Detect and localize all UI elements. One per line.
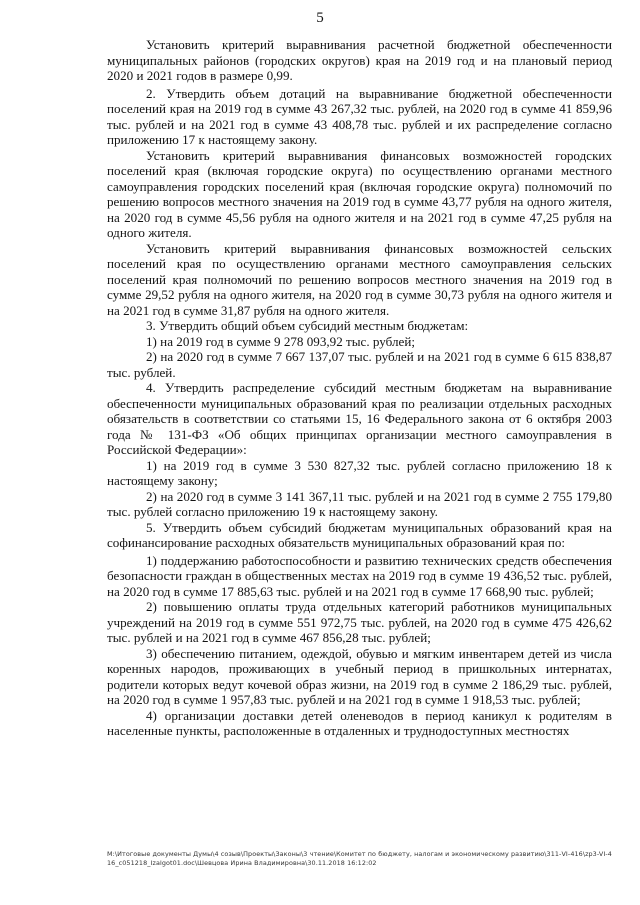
paragraph-4-item-1: 1) на 2019 год в сумме 3 530 827,32 тыс. рублей согласно приложению 18 к настоящему закону; xyxy=(107,457,612,488)
paragraph-equalization-criterion-districts: Установить критерий выравнивания расчетной бюджетной обеспеченности муниципальных районов (городских округов) края на 2019 год и на плановый период 2020 и 2021 годов в размере 0,99. xyxy=(107,37,612,83)
paragraph-2-subsidies-settlements: 2. Утвердить объем дотаций на выравнивание бюджетной обеспеченности поселений края на 2019 год в сумме 43 267,32 тыс. рублей, на 2020 год в сумме 41 859,96 тыс. рублей и на 2021 год в сумме 43 408,78 тыс. рублей и их распределение согласно приложению 17 к настоящему закону. xyxy=(107,85,612,147)
paragraph-5-item-4: 4) организации доставки детей оленеводов в период каникул к родителям в населенные пункты, расположенные в отдаленных и труднодоступных местностях xyxy=(107,707,612,738)
paragraph-3-total-subsidies: 3. Утвердить общий объем субсидий местным бюджетам: xyxy=(146,318,469,333)
file-path-footer: M:\Итоговые документы Думы\4 созыв\Проекты\Законы\3 чтение\Комитет по бюджету, налогам и экономическому развитию\311-VI-416\zp3-VI-416_с051218_Izalgot01.doc\Шевцова Ирина Владимировна\30.11.2018 16:12:02 xyxy=(107,850,612,867)
paragraph-4-distribution: 4. Утвердить распределение субсидий местным бюджетам на выравнивание обеспеченности муниципальных образований края по реализации отдельных расходных обязательств в соответствии со статьями 15, 16 Федерального закона от 6 октября 2003 года № 131-ФЗ «Об общих принципах организации местного самоуправления в Российской Федерации»: xyxy=(107,380,612,457)
paragraph-3-item-2: 2) на 2020 год в сумме 7 667 137,07 тыс. рублей и на 2021 год в сумме 6 615 838,87 тыс. рублей. xyxy=(107,349,612,380)
paragraph-5-item-3: 3) обеспечению питанием, одеждой, обувью и мягким инвентарем детей из числа коренных народов, проживающих в учебный период в пришкольных интернатах, родители которых ведут кочевой образ жизни, на 2019 год в сумме 2 186,29 тыс. рублей, на 2020 год в сумме 1 957,83 тыс. рублей и на 2021 год в сумме 1 918,53 тыс. рублей; xyxy=(107,645,612,707)
paragraph-criterion-urban-settlements: Установить критерий выравнивания финансовых возможностей городских поселений края (включая городские округа) по осуществлению органами местного самоуправления городских поселений края (включая городские округа) полномочий по решению вопросов местного значения на 2019 год в сумме 43,77 рубля на одного жителя, на 2020 год в сумме 45,56 рубля на одного жителя и на 2021 год в сумме 47,25 рубля на одного жителя. xyxy=(107,147,612,240)
page-number: 5 xyxy=(316,10,324,26)
paragraph-3-item-1: 1) на 2019 год в сумме 9 278 093,92 тыс. рублей; xyxy=(146,333,415,349)
paragraph-4-item-2: 2) на 2020 год в сумме 3 141 367,11 тыс. рублей и на 2021 год в сумме 2 755 179,80 тыс. рублей согласно приложению 19 к настоящему закону. xyxy=(107,488,612,519)
paragraph-5-item-1: 1) поддержанию работоспособности и развитию технических средств обеспечения безопасности граждан в общественных местах на 2019 год в сумме 19 436,52 тыс. рублей, на 2020 год в сумме 17 885,63 тыс. рублей и на 2021 год в сумме 17 668,90 тыс. рублей; xyxy=(107,552,612,599)
paragraph-5-item-2: 2) повышению оплаты труда отдельных категорий работников муниципальных учреждений на 2019 год в сумме 551 972,75 тыс. рублей, на 2020 год в сумме 475 426,62 тыс. рублей и на 2021 год в сумме 467 856,28 тыс. рублей; xyxy=(107,599,612,645)
paragraph-5-cofinancing: 5. Утвердить объем субсидий бюджетам муниципальных образований края на софинансирование расходных обязательств муниципальных образований края по: xyxy=(107,519,612,550)
paragraph-criterion-rural-settlements: Установить критерий выравнивания финансовых возможностей сельских поселений края по осуществлению органами местного самоуправления сельских поселений края полномочий по решению вопросов местного значения на 2019 год в сумме 29,52 рубля на одного жителя, на 2020 год в сумме 30,73 рубля на одного жителя и на 2021 год в сумме 31,87 рубля на одного жителя. xyxy=(107,240,612,318)
document-body xyxy=(107,37,612,739)
